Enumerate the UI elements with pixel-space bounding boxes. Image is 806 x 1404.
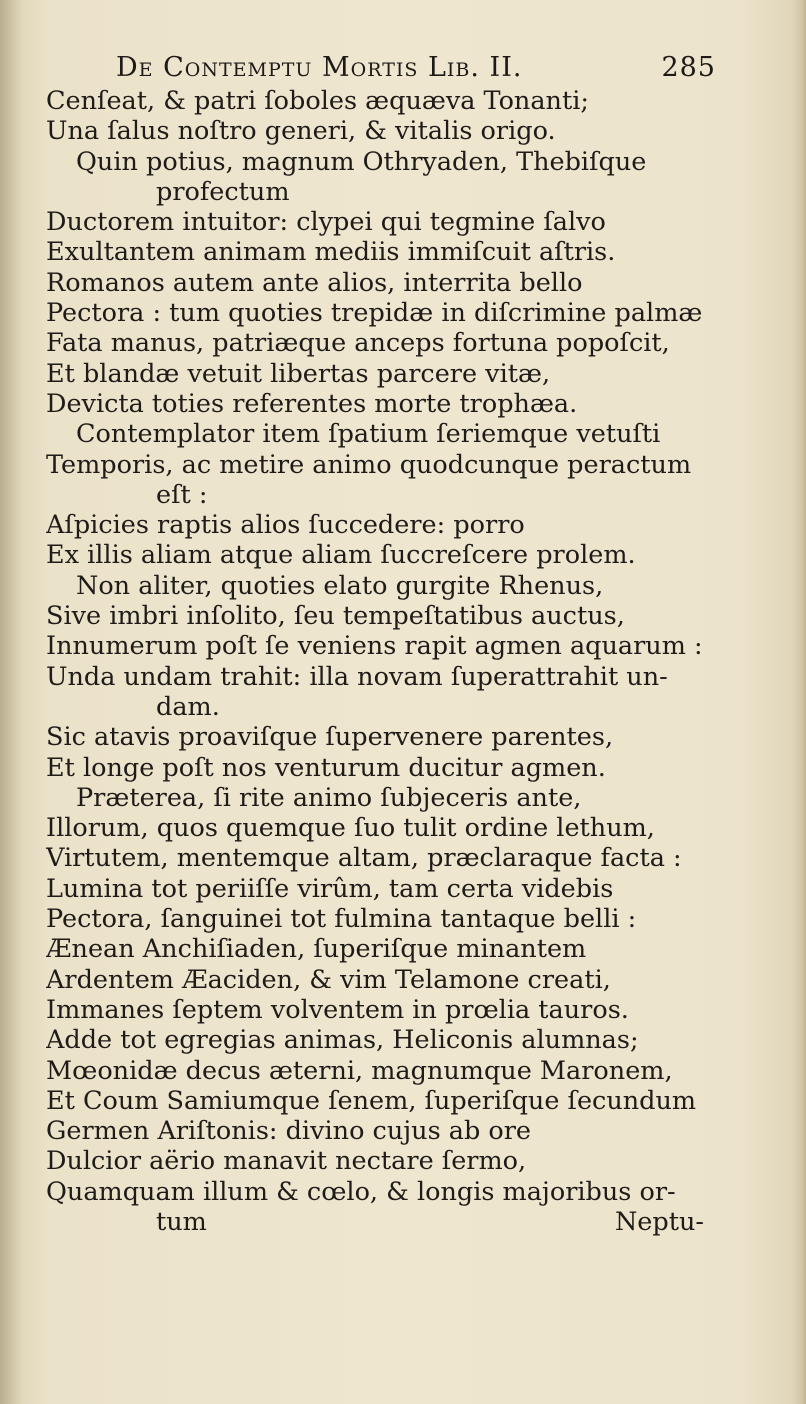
verse-line: Ænean Anchiſiaden, ſuperiſque minantem	[46, 934, 587, 965]
verse-line-end: tum	[156, 1206, 207, 1237]
verse-line: Non aliter, quoties elato gurgite Rhenus,	[76, 570, 604, 601]
verse-line: Immanes ſeptem volventem in prœlia tauros.	[46, 994, 629, 1025]
verse-line-continuation: eſt :	[156, 479, 208, 510]
verse-line: Una ſalus noſtro generi, & vitalis origo.	[46, 116, 556, 147]
verse-line: Pectora : tum quoties trepidæ in diſcrimine palmæ	[46, 298, 703, 329]
verse-line: Adde tot egregias animas, Heliconis alumnas;	[46, 1025, 639, 1056]
verse-line: Lumina tot periiſſe virûm, tam certa videbis	[46, 873, 614, 904]
catchword: Neptu-	[614, 1206, 704, 1237]
verse-line: Germen Ariſtonis: divino cujus ab ore	[46, 1116, 532, 1147]
page-number: 285	[661, 52, 716, 83]
verse-line: Sic atavis proaviſque ſupervenere parentes,	[46, 722, 614, 753]
verse-line: Quin potius, magnum Othryaden, Thebiſque	[76, 146, 647, 177]
verse-line: Mœonidæ decus æterni, magnumque Maronem,	[46, 1055, 673, 1086]
verse-line: Et blandæ vetuit libertas parcere vitæ,	[46, 358, 551, 389]
verse-line: Illorum, quos quemque ſuo tulit ordine lethum,	[46, 813, 655, 844]
verse-line: Pectora, ſanguinei tot fulmina tantaque belli :	[46, 904, 637, 935]
verse-line: Quamquam illum & cœlo, & longis majoribus or-	[46, 1176, 676, 1207]
verse-line: Innumerum poſt ſe veniens rapit agmen aquarum :	[46, 631, 703, 662]
verse-line: Et Coum Samiumque ſenem, ſuperiſque ſecundum	[46, 1085, 697, 1116]
verse-line: Præterea, ſi rite animo ſubjeceris ante,	[76, 782, 582, 813]
running-header	[116, 52, 716, 88]
poem-text	[46, 86, 710, 1237]
verse-line: Ductorem intuitor: clypei qui tegmine ſalvo	[46, 207, 606, 238]
verse-line: Et longe poſt nos venturum ducitur agmen.	[46, 752, 606, 783]
verse-line: Unda undam trahit: illa novam ſuperattrahit un-	[46, 661, 668, 692]
verse-line: Ex illis aliam atque aliam ſuccreſcere prolem.	[46, 540, 636, 571]
verse-line: Dulcior aërio manavit nectare ſermo,	[46, 1146, 527, 1177]
running-title: De Contemptu Mortis Lib. II.	[116, 52, 523, 83]
verse-line-continuation: dam.	[156, 691, 220, 722]
verse-line: Virtutem, mentemque altam, præclaraque facta :	[46, 843, 682, 874]
page-spine-shadow	[0, 0, 22, 1404]
verse-line: Devicta toties referentes morte trophæa.	[46, 388, 578, 419]
verse-line: Sive imbri inſolito, ſeu tempeſtatibus auctus,	[46, 601, 625, 632]
verse-line-continuation	[46, 1207, 710, 1237]
page-edge-shadow	[792, 0, 806, 1404]
verse-line: Ardentem Æaciden, & vim Telamone creati,	[46, 964, 611, 995]
verse-line: Contemplator item ſpatium ſeriemque vetuſti	[76, 419, 661, 450]
verse-line-continuation: profectum	[156, 176, 290, 207]
verse-line: Temporis, ac metire animo quodcunque peractum	[46, 449, 692, 480]
verse-line: Fata manus, patriæque anceps fortuna popoſcit,	[46, 328, 670, 359]
verse-line: Aſpicies raptis alios ſuccedere: porro	[46, 510, 525, 541]
verse-line: Cenſeat, & patri ſoboles æquæva Tonanti;	[46, 86, 589, 116]
verse-line: Exultantem animam mediis immiſcuit aſtris.	[46, 237, 616, 268]
verse-line: Romanos autem ante alios, interrita bello	[46, 267, 583, 298]
